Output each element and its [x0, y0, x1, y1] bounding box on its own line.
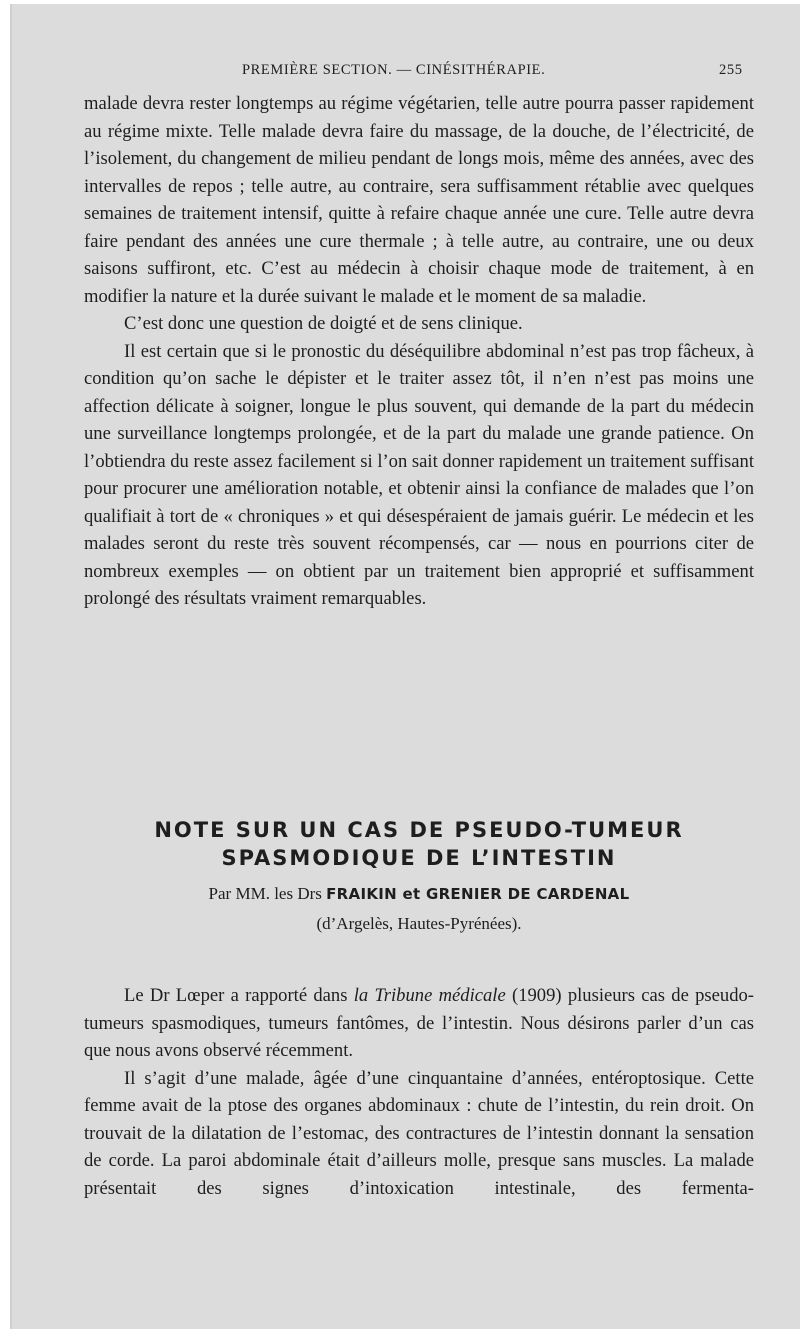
running-header [12, 62, 800, 84]
author-names: FRAIKIN et GRENIER DE CARDENAL [326, 885, 630, 903]
page-number: 255 [719, 62, 743, 78]
note-title-line-2: SPASMODIQUE DE L’INTESTIN [221, 846, 617, 870]
journal-title: la Tribune médicale [353, 985, 506, 1006]
paragraph: Il s’agit d’une malade, âgée d’une cinquantaine d’années, entéroptosique. Cette femme avait de la ptose des organes abdominaux : chute de l’intestin, du rein droit. On trouvait de la dilatation de l’estomac, des contractures de l’intestin donnant la sensation de corde. La paroi abdominale était d’ailleurs molle, presque sans muscles. La malade présentait des signes d’intoxication intestinale, des fermenta- [84, 1067, 754, 1199]
paragraph [84, 982, 754, 1065]
paragraph: C’est donc une question de doigté et de sens clinique. [124, 313, 523, 334]
document-page [10, 4, 800, 1329]
byline [84, 884, 754, 904]
author-location: (d’Argelès, Hautes-Pyrénées). [316, 914, 522, 933]
body-text-bottom [84, 982, 754, 1202]
byline-prefix: Par MM. les Drs [208, 884, 322, 903]
running-title: PREMIÈRE SECTION. — CINÉSITHÉRAPIE. [242, 62, 546, 78]
paragraph-text: (1909) plusieurs cas de pseudo-tumeurs spasmodiques, tumeurs fantômes, de l’intestin. Nous désirons parler d’un cas que nous avons observé récemment. [84, 985, 754, 1061]
paragraph: Il est certain que si le pronostic du déséquilibre abdominal n’est pas trop fâcheux, à condition qu’on sache le dépister et le traiter assez tôt, il n’en n’est pas moins une affection délicate à soigner, longue le plus souvent, qui demande de la part du médecin une surveillance longtemps prolongée, et de la part du malade une grande patience. On l’obtiendra du reste assez facilement si l’on sait donner rapidement un traitement suffisant pour procurer une amélioration notable, et obtenir ainsi la confiance de malades que l’on qualifiait à tort de « chroniques » et qui désespéraient de jamais guérir. Le médecin et les malades seront du reste très souvent récompensés, car — nous en pourrions citer de nombreux exemples — on obtient par un traitement bien approprié et suffisamment prolongé des résultats vraiment remarquables. [84, 340, 754, 609]
note-title-line-1: NOTE SUR UN CAS DE PSEUDO-TUMEUR [154, 818, 684, 842]
body-text-top [84, 90, 754, 613]
note-heading-block [84, 816, 754, 934]
paragraph-text: Le Dr Lœper a rapporté dans [124, 985, 354, 1006]
paragraph: malade devra rester longtemps au régime végétarien, telle autre pourra passer rapidement au régime mixte. Telle malade devra faire du massage, de la douche, de l’électricité, de l’isolement, du changement de milieu pendant de longs mois, même des années, avec des intervalles de repos ; telle autre, au contraire, sera suffisamment rétablie avec quelques semaines de traitement intensif, quitte à refaire chaque année une cure. Telle autre devra faire pendant des années une cure thermale ; à telle autre, au contraire, une ou deux saisons suffiront, etc. C’est au médecin à choisir chaque mode de traitement, à en modifier la nature et la durée suivant le malade et le moment de sa maladie. [84, 93, 754, 307]
